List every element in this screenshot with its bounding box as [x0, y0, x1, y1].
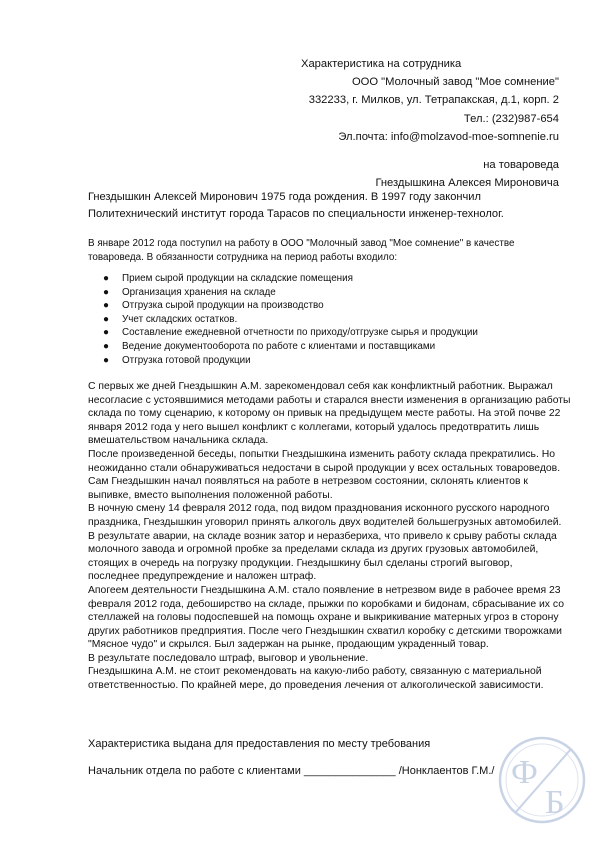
- employment-line: В январе 2012 года поступил на работу в ООО "Молочный завод "Мое сомнение" в качестве: [88, 238, 515, 249]
- body-line: С первых же дней Гнездышкин А.М. зарекомендовал себя как конфликтный работник. Выражал: [88, 381, 553, 392]
- purpose-statement: Характеристика выдана для предоставления по месту требования: [88, 738, 431, 750]
- duties-list: [88, 272, 558, 367]
- body-line: В результате последовало штраф, выговор и увольнение.: [88, 652, 369, 664]
- seal-logo-icon: [497, 735, 587, 825]
- body-text: [88, 380, 571, 693]
- list-item: ● Отгрузка сырой продукции на производство: [103, 300, 324, 312]
- list-item: ● Учет складских остатков.: [103, 313, 238, 325]
- bullet-icon: ●: [103, 313, 110, 325]
- body-line: других работников предприятия. После чего Гнездышкин схватил коробку с детскими творожками: [88, 625, 562, 637]
- body-line: В результате аварии, на складе возник затор и неразбериха, что привело к срыву работы склада: [88, 530, 557, 542]
- bullet-icon: ●: [103, 354, 110, 366]
- bullet-icon: ●: [103, 327, 110, 339]
- signature-line: Начальник отдела по работе с клиентами _______________ /Нонклаентов Г.М./: [88, 765, 495, 777]
- body-line: ответственностью. По крайней мере, до проведения лечения от алкоголической зависимости.: [88, 680, 544, 692]
- intro-line: Политехнический институт города Тарасов по специальности инженер-технолог.: [88, 207, 504, 220]
- body-line: выпивке, вместо выполнения положенной работы.: [88, 489, 333, 501]
- intro-paragraph: [88, 189, 568, 222]
- body-line: В ночную смену 14 февраля 2012 года, под видом празднования исконного русского народного: [88, 503, 550, 515]
- body-line: склада по тому сценарию, к которому он привык на предыдущем месте работы. На этой почве 22: [88, 408, 561, 420]
- company-name: ООО "Молочный завод "Мое сомнение": [351, 76, 559, 89]
- intro-line: Гнездышкин Алексей Миронович 1975 года рождения. В 1997 году закончил: [88, 191, 481, 203]
- employment-paragraph: [88, 237, 558, 264]
- bullet-icon: ●: [103, 273, 110, 284]
- document-title: Характеристика на сотрудника: [301, 58, 462, 70]
- employee-name: Гнездышкина Алексея Мироновича: [375, 177, 559, 190]
- seal-letter-b: Б: [545, 784, 565, 821]
- body-line: "Мясное чудо" и скрылся. Был задержан на рынке, продающим украденный товар.: [88, 639, 489, 651]
- body-line: неожиданно стали обнаруживаться недостачи в сырой продукции у всех остальных товароведов.: [88, 462, 561, 474]
- position-line: на товароведа: [483, 159, 559, 172]
- list-item: ● Отгрузка готовой продукции: [103, 354, 251, 366]
- list-item: ● Составление ежедневной отчетности по приходу/отгрузке сырья и продукции: [103, 327, 478, 339]
- document-header: [199, 55, 559, 192]
- body-line: последнее предупреждение и наложен штраф.: [88, 571, 317, 583]
- company-address: 332233, г. Милков, ул. Тетрапакская, д.1, корп. 2: [308, 94, 559, 107]
- body-line: Апогеем деятельности Гнездышкина А.М. стало появление в нетрезвом виде в рабочее время 23: [88, 584, 561, 596]
- body-line: праздника, Гнездышкин уговорил принять алкоголь двух водителей большегрузных автомобилей.: [88, 516, 562, 528]
- company-phone: Тел.: (232)987-654: [463, 112, 559, 125]
- body-line: Сам Гнездышкин начал появляться на работе в нетрезвом состоянии, склонять клиентов к: [88, 476, 528, 488]
- employment-line: товароведа. В обязанности сотрудника на период работы входило:: [88, 251, 398, 263]
- list-item: ● Прием сырой продукции на складские помещения: [103, 273, 354, 284]
- body-line: стеллажей на головы подоспевшей на помощь охране и выкрикивание матерных угроз в сторону: [88, 612, 559, 624]
- body-line: февраля 2012 года, дебоширство на складе, прыжки по коробками и бидонам, сбрасывание их со: [88, 598, 564, 610]
- body-line: стоящих в очередь на погрузку продукции. Гнездышкину был сделаны строгий выговор,: [88, 557, 513, 569]
- body-line: После произведенной беседы, попытки Гнездышкина изменить работу склада прекратились. Но: [88, 448, 556, 460]
- bullet-icon: ●: [103, 286, 110, 298]
- body-line: вмешательством начальника склада.: [88, 435, 269, 447]
- body-line: января 2012 года у него вышел конфликт с коллегами, который удалось предотвратить лишь: [88, 421, 540, 433]
- body-line: несогласие с устоявшимися методами работы и старался внести изменения в организацию работы: [88, 394, 571, 406]
- seal-letter-f: Ф: [511, 754, 538, 791]
- bullet-icon: ●: [103, 300, 110, 312]
- list-item: ● Ведение документооборота по работе с клиентами и поставщиками: [103, 340, 436, 352]
- list-item: ● Организация хранения на складе: [103, 286, 276, 298]
- bullet-icon: ●: [103, 340, 110, 352]
- body-line: молочного завода и огромной пробке за пределами склада из других грузовых автомобилей,: [88, 544, 539, 556]
- body-line: Гнездышкина А.М. не стоит рекомендовать на какую-либо работу, связанную с материальной: [88, 666, 542, 678]
- company-email: Эл.почта: info@molzavod-moe-somnenie.ru: [338, 130, 559, 143]
